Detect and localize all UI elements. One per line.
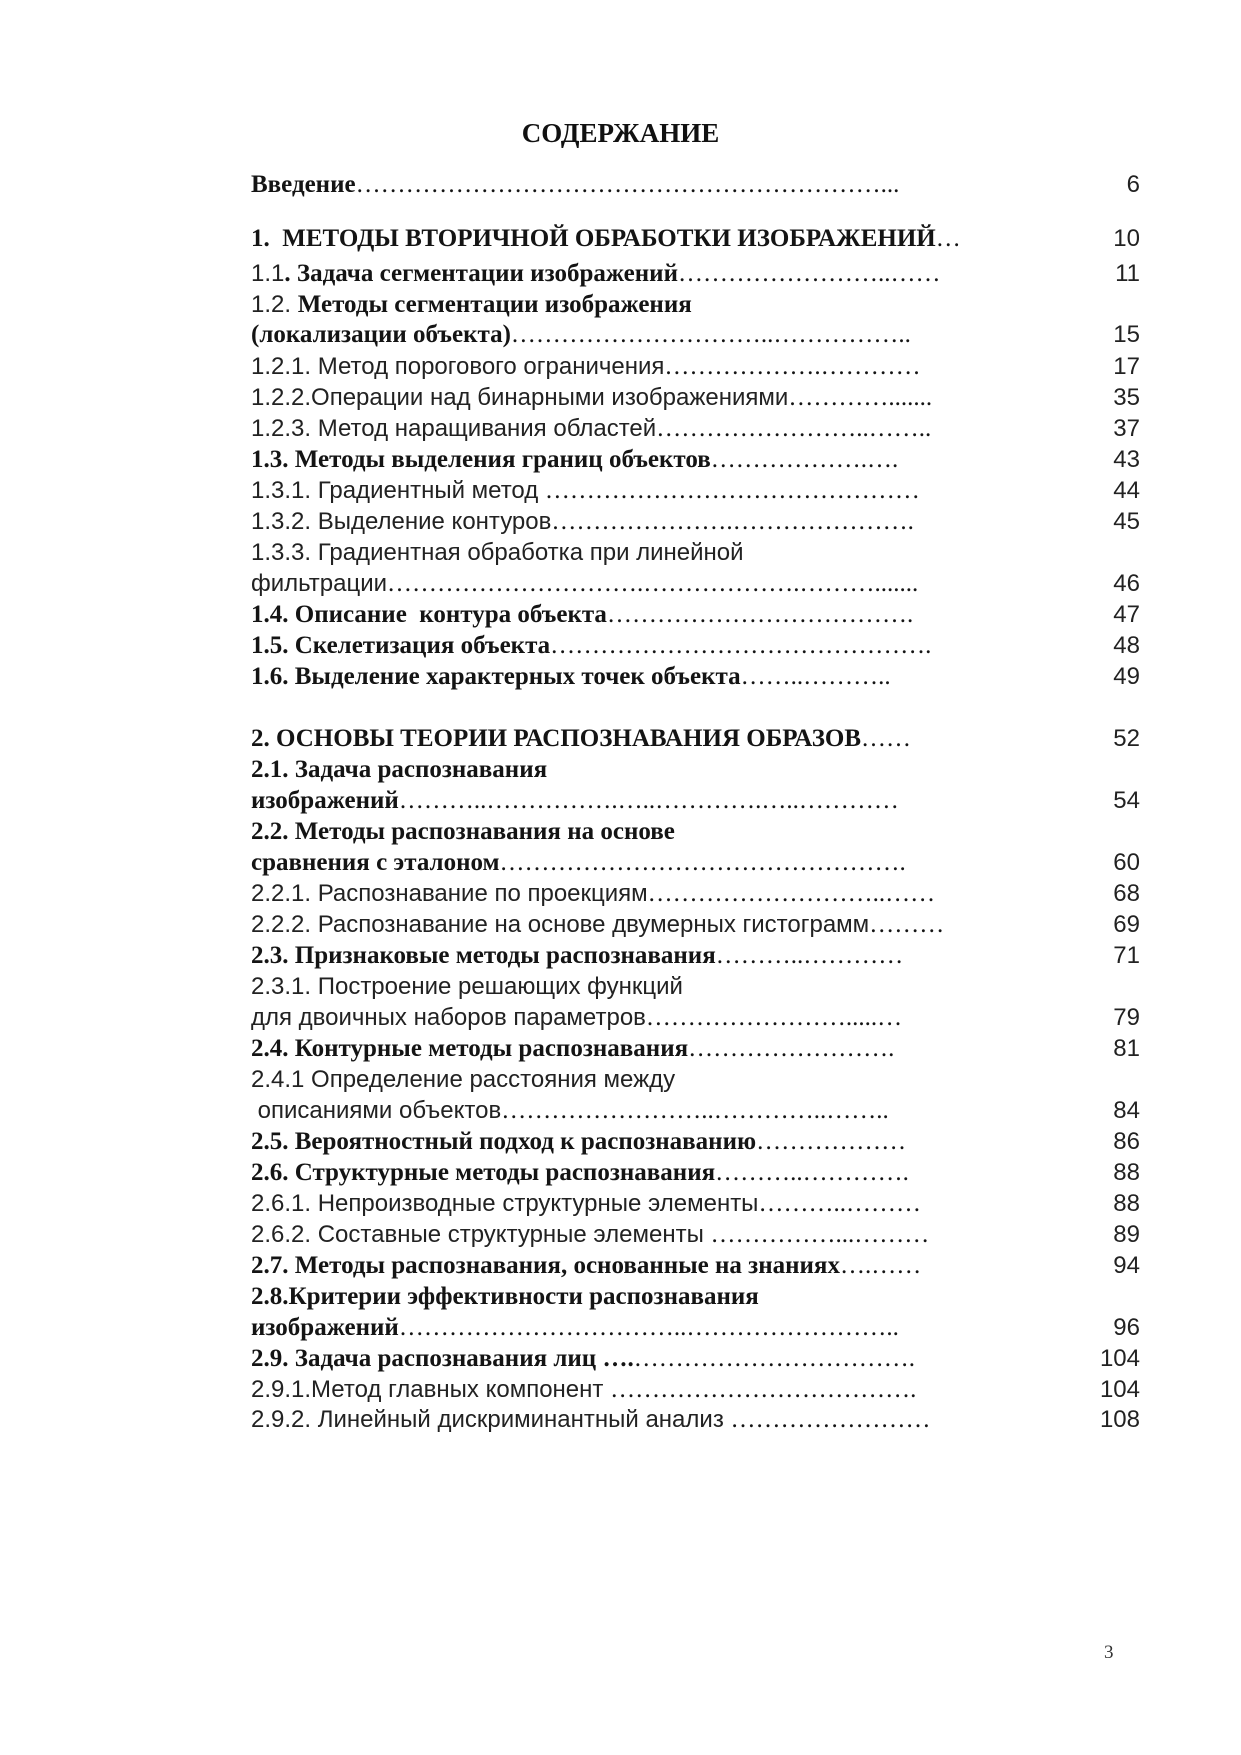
toc-entry (251, 507, 914, 537)
toc-page-number: 89 (1113, 1221, 1140, 1248)
toc-page-number: 79 (1113, 1004, 1140, 1031)
toc-entry (251, 848, 906, 878)
toc-entry-text: 1.3.3. Градиентная обработка при линейной (251, 539, 744, 566)
toc-leader-dots: …………………………..…………….. (510, 321, 911, 348)
toc-entry (251, 383, 932, 413)
toc-entry-text: 2.2. Методы распознавания на основе (251, 818, 675, 845)
toc-entry-text: 1.3. Методы выделения границ объектов (251, 446, 711, 473)
toc-entry-text: 2.8.Критерии эффективности распознавания (251, 1283, 759, 1310)
toc-leader-dots: ……………………………. (633, 1345, 915, 1372)
toc-entry-text: 2.6.1. Непроизводные структурные элементы (251, 1190, 759, 1217)
toc-entry (251, 445, 898, 475)
toc-page-number: 104 (1099, 1345, 1140, 1372)
toc-entry-text: 2.6. Структурные методы распознавания (251, 1159, 716, 1186)
toc-leader-dots: ……………….…. (710, 446, 899, 473)
toc-entry-text: 1.5. Скелетизация объекта (251, 632, 551, 659)
toc-leader-dots: ……………...……… (710, 1221, 930, 1248)
toc-entry (251, 538, 744, 568)
page-number-folio: 3 (1104, 1642, 1114, 1663)
toc-entry (251, 259, 940, 289)
toc-leader-dots: …………………………………………. (499, 849, 906, 876)
toc-leader-dots: ……………….………… (664, 353, 921, 380)
toc-leader-dots: ….…… (839, 1252, 922, 1279)
toc-entry-text: фильтрации (251, 570, 388, 597)
toc-page-number: 96 (1113, 1314, 1140, 1341)
toc-page-number: 71 (1113, 942, 1140, 969)
toc-entry-text: изображений (251, 787, 399, 814)
toc-entry-text: . Задача сегментации изображений (284, 260, 678, 287)
toc-entry (251, 290, 692, 320)
toc-entry (251, 1065, 675, 1095)
toc-entry-text: 2.4.1 Определение расстояния между (251, 1066, 676, 1093)
toc-entry-text: описаниями объектов (251, 1097, 502, 1124)
toc-page-number: 17 (1113, 353, 1140, 380)
toc-page-number: 6 (1126, 171, 1140, 198)
toc-page-number: 49 (1113, 663, 1140, 690)
toc-leader-dots: …………....... (788, 384, 933, 411)
toc-page-number: 11 (1115, 260, 1140, 287)
toc-entry-text: изображений (251, 1314, 399, 1341)
toc-page-number: 48 (1113, 632, 1140, 659)
toc-entry (251, 879, 935, 909)
toc-entry (251, 224, 961, 254)
toc-page-number: 88 (1113, 1159, 1140, 1186)
toc-leader-dots: ………………….…………………. (551, 508, 914, 535)
toc-leader-dots: ………..………… (715, 942, 904, 969)
toc-entry-text: 1.2.1. Метод порогового ограничения (251, 353, 665, 380)
toc-leader-dots: ………………………………. (610, 1376, 917, 1403)
toc-entry (251, 1189, 921, 1219)
toc-leader-dots: ……………………..…… (677, 260, 941, 287)
toc-entry (251, 941, 903, 971)
toc-entry-text: 1.3.2. Выделение контуров (251, 508, 552, 535)
toc-entry-text: (локализации объекта) (251, 321, 511, 348)
toc-leader-dots: …………………… (730, 1406, 931, 1433)
toc-page-number: 60 (1113, 849, 1140, 876)
toc-page-number: 15 (1113, 321, 1140, 348)
toc-leader-dots: ……..……….. (740, 663, 891, 690)
toc-leader-dots: ………………………………. (606, 601, 914, 628)
toc-entry (251, 1158, 909, 1188)
toc-leader-dots: ……………………. (688, 1035, 895, 1062)
toc-page-number: 46 (1113, 570, 1140, 597)
toc-entry-text: Введение (251, 171, 356, 198)
toc-leader-dots: …………………….....… (645, 1004, 903, 1031)
toc-entry-text: 2.7. Методы распознавания, основанные на знаниях (251, 1252, 840, 1279)
toc-leader-dots: … (935, 225, 961, 252)
toc-page-number: 104 (1099, 1376, 1140, 1403)
toc-page-number: 84 (1113, 1097, 1140, 1124)
toc-page-number: 47 (1113, 601, 1140, 628)
toc-leader-dots: ……………………………..…………………….. (398, 1314, 899, 1341)
toc-page-number: 37 (1113, 415, 1140, 442)
toc-entry (251, 724, 911, 754)
toc-entry-text: 2.6.2. Составные структурные элементы (251, 1221, 711, 1248)
toc-entry-text: 2.9.2. Линейный дискриминантный анализ (251, 1406, 731, 1433)
toc-leader-dots: ……… (869, 911, 945, 938)
toc-entry-text: 1. МЕТОДЫ ВТОРИЧНОЙ ОБРАБОТКИ ИЗОБРАЖЕНИЙ (251, 225, 936, 252)
toc-entry (251, 1251, 921, 1281)
toc-entry (251, 817, 675, 847)
toc-leader-dots: ………………………..…… (647, 880, 936, 907)
toc-entry-text: 2.3. Признаковые методы распознавания (251, 942, 716, 969)
toc-entry-text: 2.2.2. Распознавание на основе двумерных гистограмм (251, 911, 870, 938)
toc-entry-text: 2.3.1. Построение решающих функций (251, 973, 683, 1000)
toc-entry (251, 662, 891, 692)
toc-page-number: 44 (1113, 477, 1140, 504)
toc-entry (251, 1344, 915, 1374)
toc-entry-text: 2.4. Контурные методы распознавания (251, 1035, 689, 1062)
toc-entry (251, 414, 931, 444)
toc-entry (251, 1096, 889, 1126)
toc-entry-text: Методы сегментации изображения (297, 291, 692, 318)
toc-entry (251, 1282, 759, 1312)
toc-leader-dots: ………..…………….…..………….…..………… (398, 787, 899, 814)
toc-page-number: 69 (1113, 911, 1140, 938)
toc-leader-dots: ………………………………………. (550, 632, 932, 659)
toc-page-number: 45 (1113, 508, 1140, 535)
toc-entry-text: 1.3.1. Градиентный метод (251, 477, 545, 504)
toc-leader-dots: ……………… (756, 1128, 907, 1155)
toc-leader-dots: …… (861, 725, 912, 752)
toc-entry (251, 786, 899, 816)
toc-page-number: 52 (1113, 725, 1140, 752)
toc-leader-dots: ………..……… (758, 1190, 921, 1217)
toc-leader-dots: ………………………….……………….………....... (387, 570, 919, 597)
toc-entry (251, 600, 913, 630)
toc-entry (251, 1003, 902, 1033)
toc-page-number: 10 (1113, 225, 1140, 252)
toc-entry (251, 569, 918, 599)
toc-page-number: 35 (1113, 384, 1140, 411)
toc-leader-dots: ………………………………………………………... (355, 171, 900, 198)
toc-page-number: 81 (1113, 1035, 1140, 1062)
toc-entry-text: 1.6. Выделение характерных точек объекта (251, 663, 741, 690)
page-title: СОДЕРЖАНИЕ (521, 118, 720, 148)
toc-entry (251, 1034, 894, 1064)
toc-page-number: 54 (1113, 787, 1140, 814)
toc-entry (251, 1127, 906, 1157)
toc-leader-dots: ………..…………. (715, 1159, 909, 1186)
toc-entry (251, 170, 899, 200)
toc-entry (251, 910, 944, 940)
toc-entry-text: 1.2. (251, 291, 298, 318)
toc-entry-text: 2.9. Задача распознавания лиц …. (251, 1345, 634, 1372)
toc-entry-text: 2. ОСНОВЫ ТЕОРИИ РАСПОЗНАВАНИЯ ОБРАЗОВ (251, 725, 862, 752)
toc-leader-dots: ……………………………………… (544, 477, 920, 504)
toc-page-number: 88 (1113, 1190, 1140, 1217)
toc-entry-text: 1.2.3. Метод наращивания областей (251, 415, 657, 442)
toc-page-number: 43 (1113, 446, 1140, 473)
toc-entry (251, 631, 931, 661)
toc-entry (251, 476, 920, 506)
toc-page-number: 68 (1113, 880, 1140, 907)
toc-entry (251, 1220, 929, 1250)
toc-entry-text: 1.2.2.Операции над бинарными изображениями (251, 384, 789, 411)
toc-entry (251, 1405, 930, 1435)
toc-page-number: 94 (1113, 1252, 1140, 1279)
toc-entry-text: для двоичных наборов параметров (251, 1004, 646, 1031)
toc-entry-text: 1.4. Описание контура объекта (251, 601, 607, 628)
toc-entry (251, 320, 911, 350)
toc-leader-dots: ……………………..…………..…….. (501, 1097, 889, 1124)
toc-entry-text: сравнения с эталоном (251, 849, 500, 876)
toc-page-number: 108 (1099, 1406, 1140, 1433)
toc-entry (251, 352, 921, 382)
toc-entry (251, 972, 683, 1002)
toc-entry-text: 2.9.1.Метод главных компонент (251, 1376, 611, 1403)
toc-leader-dots: ……………………..…….. (656, 415, 932, 442)
toc-entry-text: 2.5. Вероятностный подход к распознаванию (251, 1128, 757, 1155)
toc-entry-text: 2.1. Задача распознавания (251, 756, 548, 783)
toc-page-number: 86 (1113, 1128, 1140, 1155)
toc-entry-text: 1.1 (251, 260, 285, 287)
toc-entry-text: 2.2.1. Распознавание по проекциям (251, 880, 648, 907)
toc-entry (251, 1375, 916, 1405)
toc-entry (251, 755, 547, 785)
toc-entry (251, 1313, 899, 1343)
